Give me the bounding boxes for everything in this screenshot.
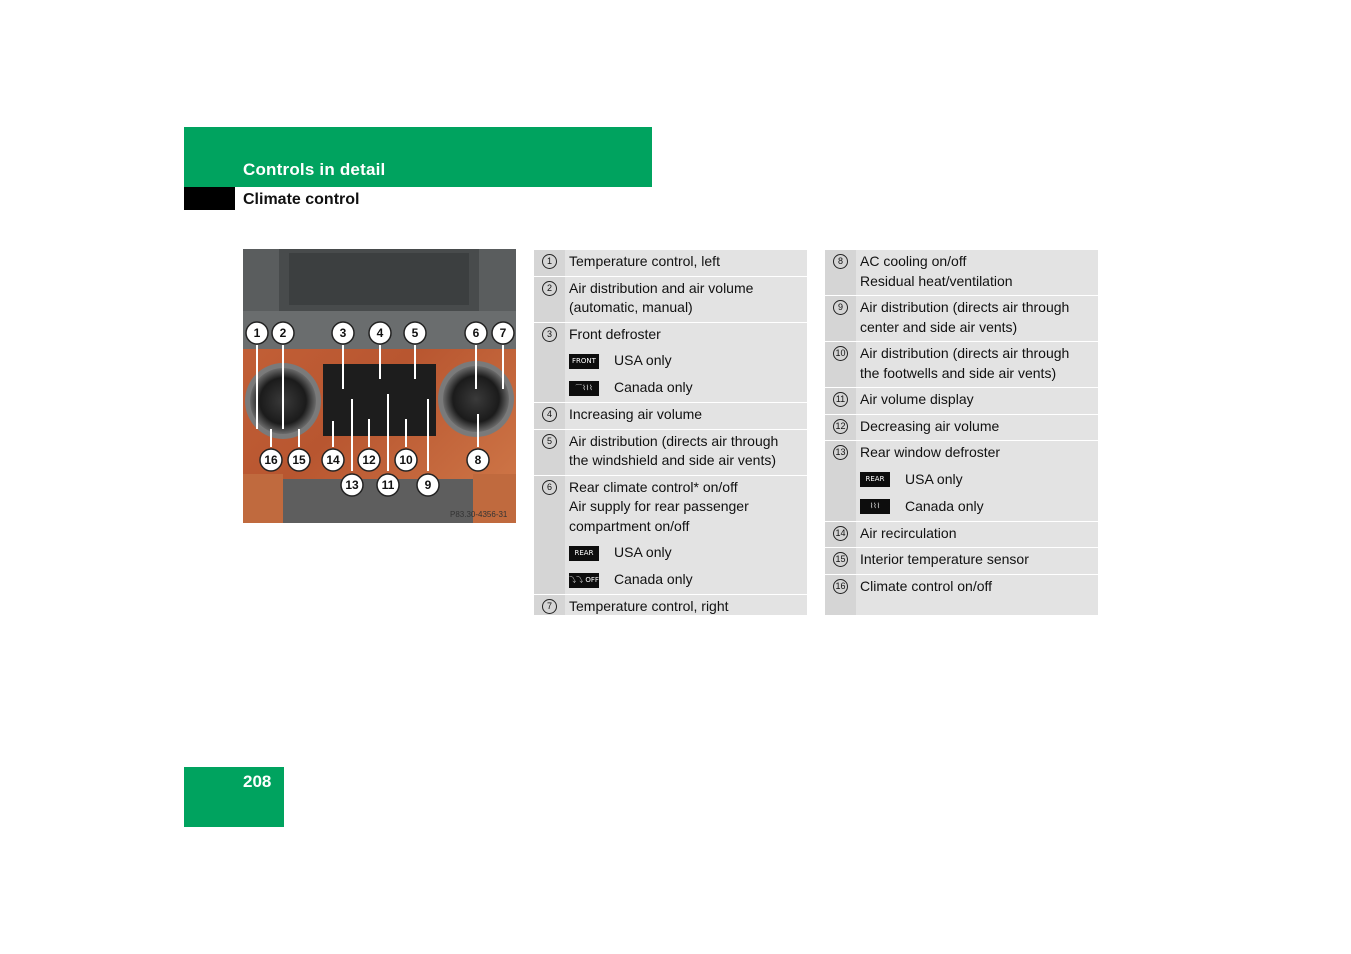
- item-number: 3: [542, 327, 557, 342]
- callout-7: 7: [499, 326, 507, 340]
- legend-item-16: [825, 575, 1098, 601]
- item-text: Air distribution and air volume: [569, 279, 754, 296]
- legend-item-15: [825, 548, 1098, 575]
- variant-label: USA only: [905, 470, 963, 487]
- variant-label: Canada only: [614, 379, 693, 396]
- item-text: (automatic, manual): [569, 299, 693, 315]
- callout-10: 10: [399, 453, 413, 467]
- item-text: Decreasing air volume: [860, 417, 1000, 434]
- item-text: Front defroster: [569, 325, 661, 342]
- photo-code: P83.30-4356-31: [450, 510, 508, 519]
- front-defroster-canada-icon: ⌒⌇⌇⌇: [569, 381, 599, 396]
- subsection-title: Climate control: [243, 191, 360, 208]
- item-variant: [569, 543, 801, 563]
- item-number: 1: [542, 254, 557, 269]
- item-text: Temperature control, right: [569, 598, 729, 614]
- item-text: the windshield and side air vents): [569, 452, 777, 468]
- legend-item-2: [534, 277, 807, 323]
- variant-label: Canada only: [614, 571, 693, 588]
- legend-item-14: [825, 522, 1098, 549]
- item-number: 8: [833, 254, 848, 269]
- front-defroster-usa-icon: FRONT: [569, 354, 599, 369]
- item-text: Air distribution (directs air through: [860, 345, 1070, 361]
- item-number: 7: [542, 599, 557, 614]
- item-text: Temperature control, left: [569, 253, 720, 269]
- item-text: Air supply for rear passenger: [569, 498, 749, 514]
- legend-item-5: [534, 430, 807, 476]
- legend-item-3: [534, 323, 807, 404]
- callout-3: 3: [339, 326, 347, 340]
- legend-item-9: [825, 296, 1098, 342]
- item-text: Air volume display: [860, 391, 974, 407]
- subsection-marker: [184, 187, 235, 210]
- variant-label: Canada only: [905, 497, 984, 514]
- item-text: Interior temperature sensor: [860, 551, 1029, 567]
- item-text: Climate control on/off: [860, 577, 993, 594]
- legend-item-1: [534, 250, 807, 277]
- item-number: 2: [542, 281, 557, 296]
- item-text: Rear window defroster: [860, 444, 1001, 460]
- legend-item-12: [825, 415, 1098, 442]
- legend-item-4: [534, 403, 807, 430]
- callout-6: 6: [472, 326, 480, 340]
- callout-11: 11: [381, 478, 395, 492]
- legend-item-10: [825, 342, 1098, 388]
- rear-off-canada-icon: ⤵⤵ OFF: [569, 573, 599, 588]
- item-number: 13: [833, 445, 848, 460]
- callout-4: 4: [376, 326, 384, 340]
- callout-2: 2: [279, 326, 287, 340]
- item-text: center and side air vents): [860, 318, 1018, 335]
- section-title: Controls in detail: [243, 160, 386, 179]
- item-number: 16: [833, 579, 848, 594]
- item-number: 11: [833, 392, 848, 407]
- item-variant: [569, 351, 801, 371]
- rear-off-usa-icon: REAR: [569, 546, 599, 561]
- item-number: 12: [833, 419, 848, 434]
- item-text: Increasing air volume: [569, 406, 703, 422]
- item-variant: [860, 470, 1092, 490]
- item-text: the footwells and side air vents): [860, 364, 1057, 381]
- legend-column-left: [534, 250, 807, 615]
- item-number: 15: [833, 552, 848, 567]
- item-variant: [569, 570, 801, 590]
- item-text: Residual heat/ventilation: [860, 272, 1013, 289]
- variant-label: USA only: [614, 352, 672, 369]
- callout-15: 15: [292, 453, 306, 467]
- rear-defroster-canada-icon: ⌇⌇⌇: [860, 499, 890, 514]
- item-number: 5: [542, 434, 557, 449]
- callout-12: 12: [362, 453, 376, 467]
- legend-item-6: [534, 476, 807, 596]
- item-text: compartment on/off: [569, 517, 690, 534]
- callout-5: 5: [411, 326, 419, 340]
- climate-control-photo: [243, 249, 516, 523]
- item-text: Air distribution (directs air through: [860, 299, 1070, 315]
- legend-item-13: [825, 441, 1098, 522]
- rear-defroster-usa-icon: REAR: [860, 472, 890, 487]
- callout-14: 14: [326, 453, 340, 467]
- legend-item-7: [534, 595, 807, 621]
- legend-item-11: [825, 388, 1098, 415]
- page-number: 208: [243, 772, 272, 791]
- callout-8: 8: [474, 453, 482, 467]
- item-variant: [569, 378, 801, 398]
- item-text: Rear climate control* on/off: [569, 478, 738, 495]
- variant-label: USA only: [614, 544, 672, 561]
- legend-column-right: [825, 250, 1098, 615]
- callout-13: 13: [345, 478, 359, 492]
- item-number: 14: [833, 526, 848, 541]
- legend-item-8: [825, 250, 1098, 296]
- item-number: 9: [833, 300, 848, 315]
- item-text: Air recirculation: [860, 524, 957, 541]
- item-variant: [860, 497, 1092, 517]
- callout-16: 16: [264, 453, 278, 467]
- callout-9: 9: [424, 478, 432, 492]
- item-text: Air distribution (directs air through: [569, 432, 779, 449]
- item-number: 6: [542, 480, 557, 495]
- callout-1: 1: [253, 326, 261, 340]
- item-text: AC cooling on/off: [860, 253, 967, 269]
- item-number: 4: [542, 407, 557, 422]
- item-number: 10: [833, 346, 848, 361]
